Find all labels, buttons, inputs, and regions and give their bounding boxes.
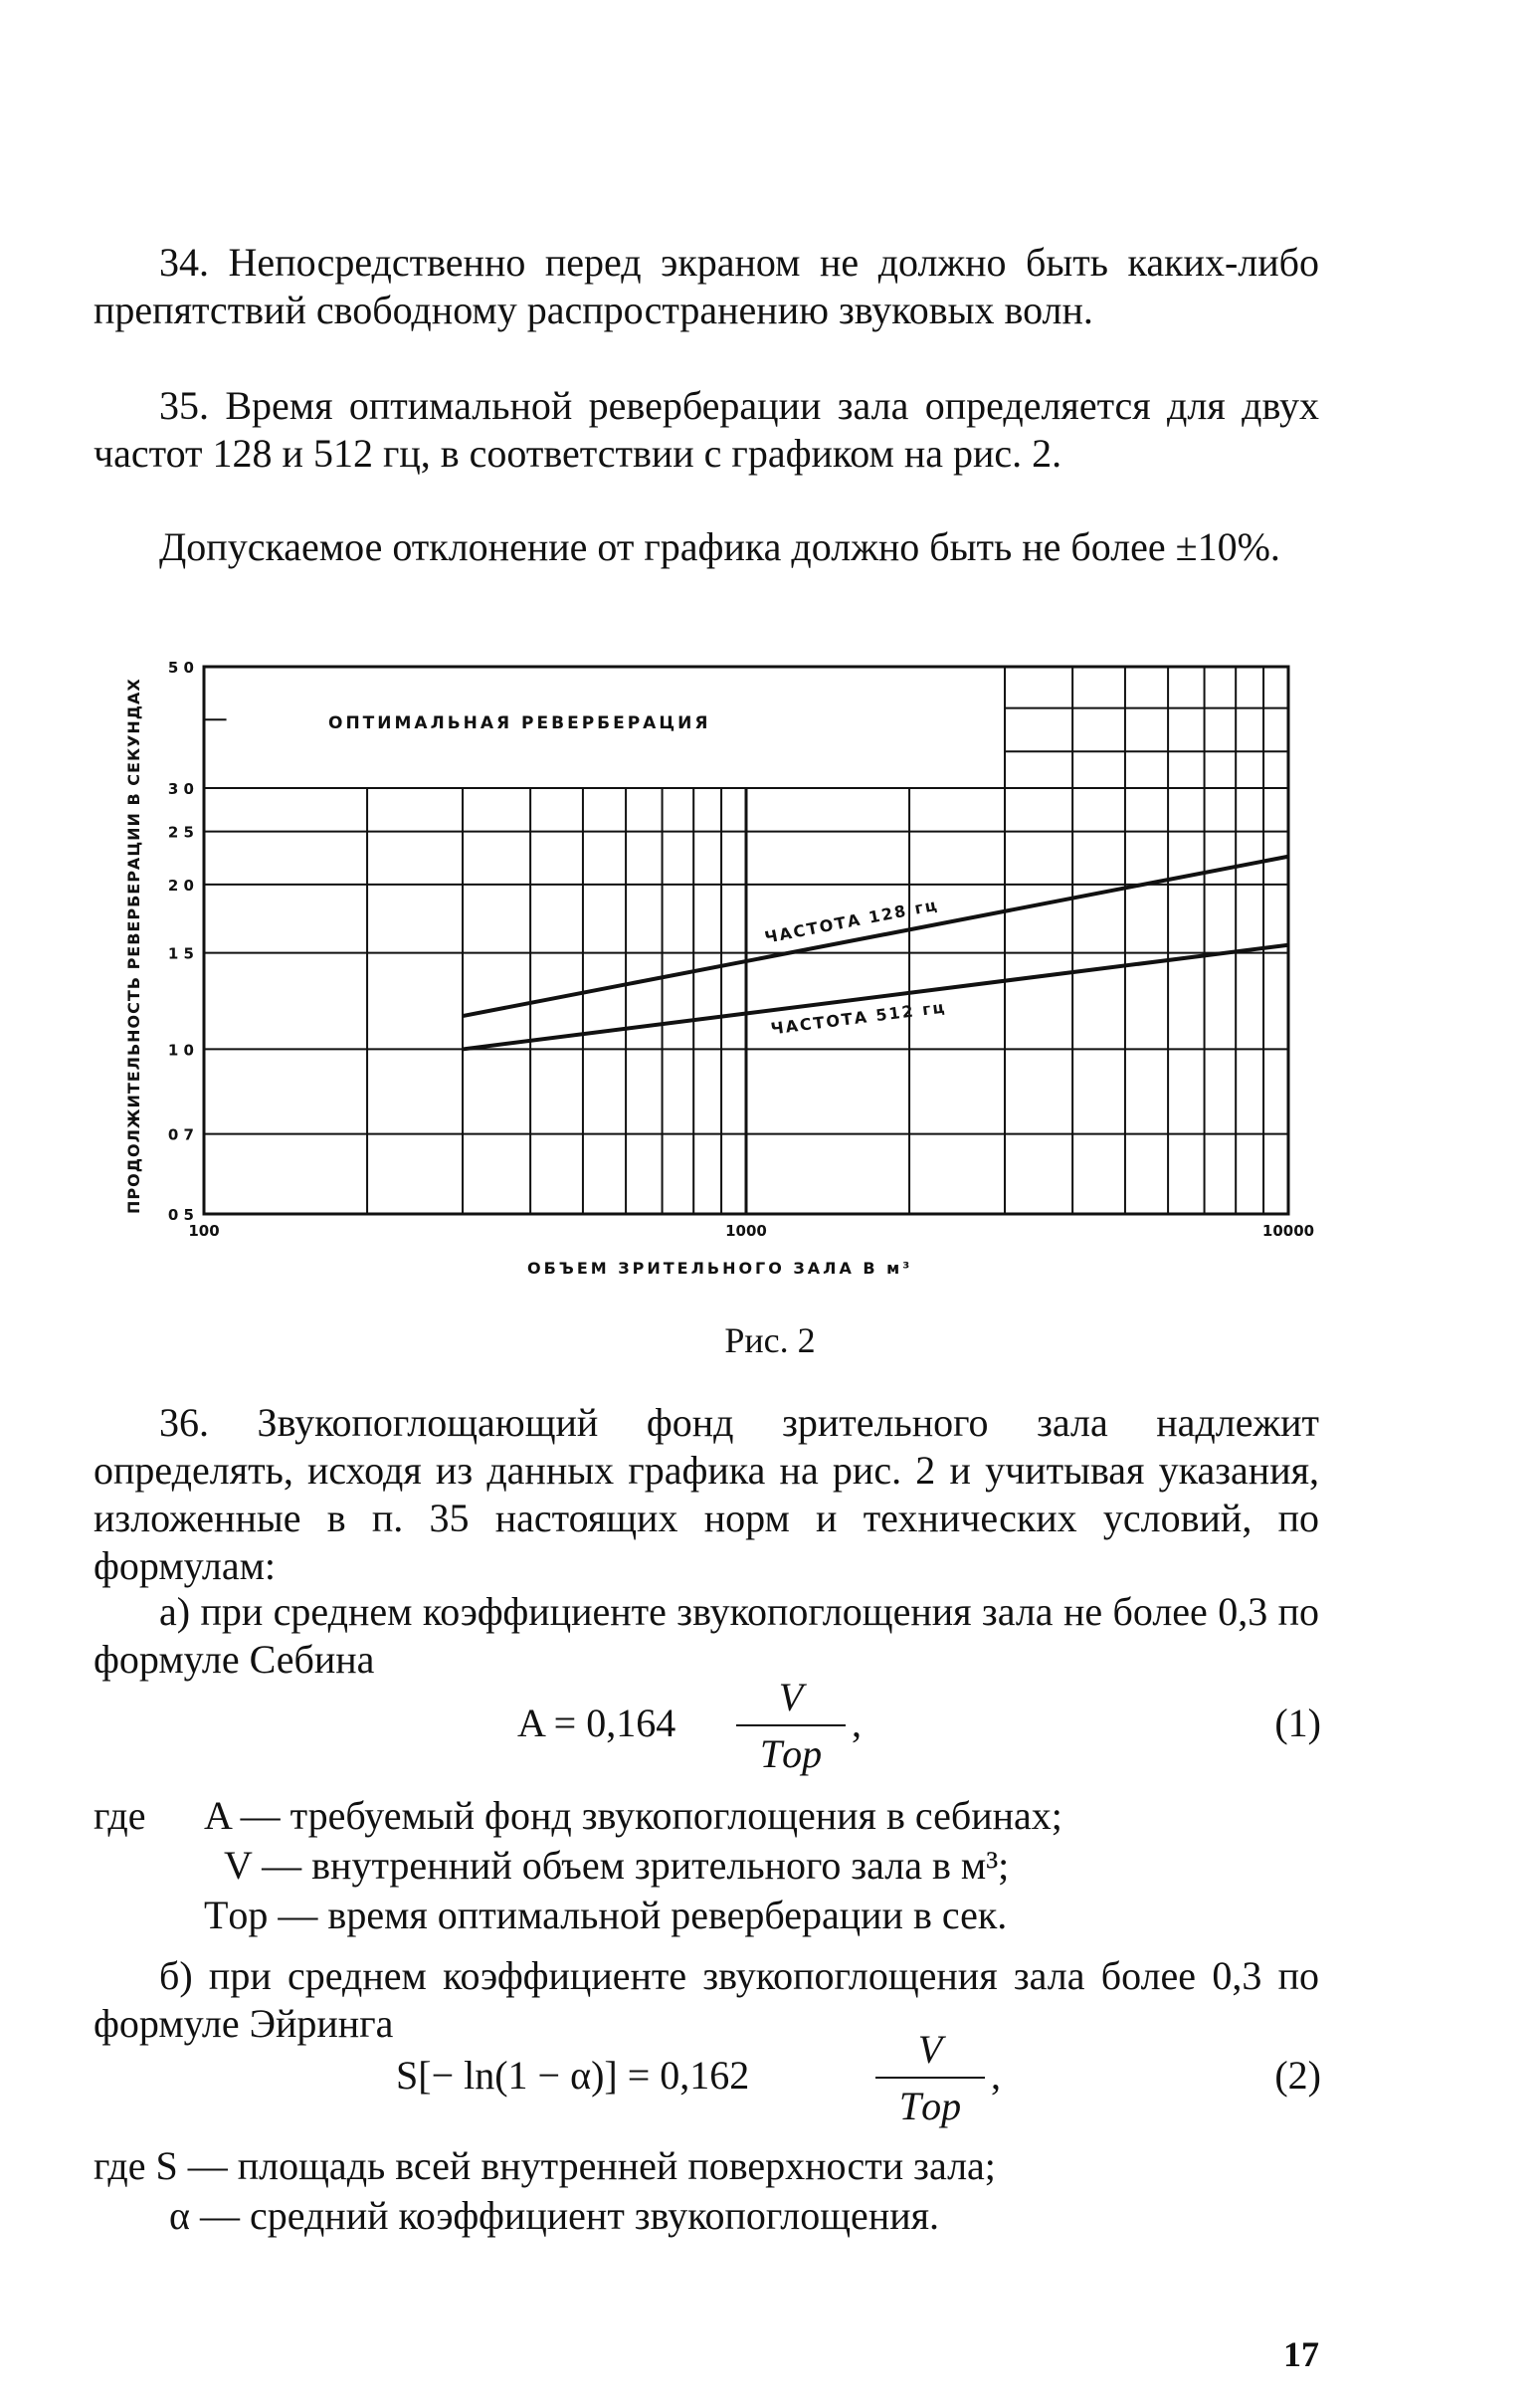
paragraph-36: 36. Звукопоглощающий фонд зрительного зала надлежит определять, исходя из данных графика на рис. 2 и учитывая указания, изложенные в п. 35 настоящих норм и технических условий, по формулам: bbox=[94, 1400, 1319, 1588]
paragraph-35: 35. Время оптимальной реверберации зала определяется для двух частот 128 и 512 гц, в соответствии с графиком на рис. 2. bbox=[94, 383, 1319, 476]
formula-2-fraction bbox=[875, 2026, 985, 2129]
defs-1-item-3: Tор — время оптимальной реверберации в сек. bbox=[204, 1893, 1008, 1937]
reverberation-chart bbox=[109, 647, 1353, 1284]
y-tick-label-7: 5 0 bbox=[167, 659, 194, 677]
series-line-1 bbox=[463, 945, 1288, 1050]
series-line-0 bbox=[463, 857, 1288, 1016]
y-tick-label-0: 0 5 bbox=[167, 1206, 194, 1224]
y-tick-label-5: 2 5 bbox=[167, 823, 194, 842]
chart-ticks bbox=[168, 659, 1314, 1240]
chart-title: ОПТИМАЛЬНАЯ РЕВЕРБЕРАЦИЯ bbox=[328, 713, 711, 733]
figure-caption: Рис. 2 bbox=[724, 1320, 816, 1360]
paragraph-34: 34. Непосредственно перед экраном не должно быть каких-либо препятствий свободному распространению звуковых волн. bbox=[94, 240, 1319, 332]
formula-1-number: (1) bbox=[1274, 1701, 1321, 1745]
defs-2-item-1: где S — площадь всей внутренней поверхности зала; bbox=[94, 2143, 996, 2188]
chart-xlabel: ОБЪЕМ ЗРИТЕЛЬНОГО ЗАЛА В м³ bbox=[527, 1259, 913, 1278]
y-tick-label-1: 0 7 bbox=[167, 1125, 194, 1144]
formula-2-numerator: V bbox=[917, 2027, 943, 2072]
y-tick-label-6: 3 0 bbox=[167, 780, 194, 799]
y-tick-label-4: 2 0 bbox=[167, 876, 194, 895]
defs-1-item-2: V — внутренний объем зрительного зала в м³; bbox=[224, 1843, 1010, 1888]
defs-2-item-2: α — средний коэффициент звукопоглощения. bbox=[169, 2193, 940, 2238]
x-tick-label-2: 10000 bbox=[1261, 1222, 1315, 1240]
defs-1-where: где bbox=[94, 1793, 146, 1838]
series-label-1: ЧАСТОТА 512 гц bbox=[769, 997, 948, 1039]
formula-2-number: (2) bbox=[1274, 2053, 1321, 2098]
paragraph-a: а) при среднем коэффициенте звукопоглощения зала не более 0,3 по формуле Себина bbox=[94, 1589, 1319, 1682]
chart-grid bbox=[204, 667, 1288, 1214]
page-number: 17 bbox=[1283, 2334, 1319, 2374]
series-label-0: ЧАСТОТА 128 гц bbox=[763, 895, 941, 947]
y-tick-label-3: 1 5 bbox=[167, 944, 194, 963]
formula-2-denominator: Tор bbox=[898, 2084, 962, 2128]
formula-2-comma: , bbox=[991, 2053, 1001, 2098]
formula-1-numerator: V bbox=[778, 1675, 804, 1719]
formula-1-comma: , bbox=[852, 1701, 862, 1745]
paragraph-tolerance: Допускаемое отклонение от графика должно быть не более ±10%. bbox=[159, 524, 1280, 569]
paragraph-b: б) при среднем коэффициенте звукопоглощения зала более 0,3 по формуле Эйринга bbox=[94, 1953, 1319, 2046]
x-tick-label-0: 100 bbox=[188, 1222, 220, 1240]
formula-2-lhs: S[− ln(1 − α)] = 0,162 bbox=[396, 2053, 750, 2098]
chart-ylabel: ПРОДОЛЖИТЕЛЬНОСТЬ РЕВЕРБЕРАЦИИ В СЕКУНДАХ bbox=[124, 678, 143, 1214]
y-tick-label-2: 1 0 bbox=[167, 1041, 194, 1060]
formula-1-denominator: Tор bbox=[759, 1731, 823, 1776]
formula-1-fraction bbox=[736, 1674, 846, 1777]
defs-1-item-1: A — требуемый фонд звукопоглощения в себинах; bbox=[204, 1793, 1062, 1838]
x-tick-label-1: 1000 bbox=[725, 1222, 767, 1240]
formula-1-lhs: A = 0,164 bbox=[517, 1701, 676, 1745]
